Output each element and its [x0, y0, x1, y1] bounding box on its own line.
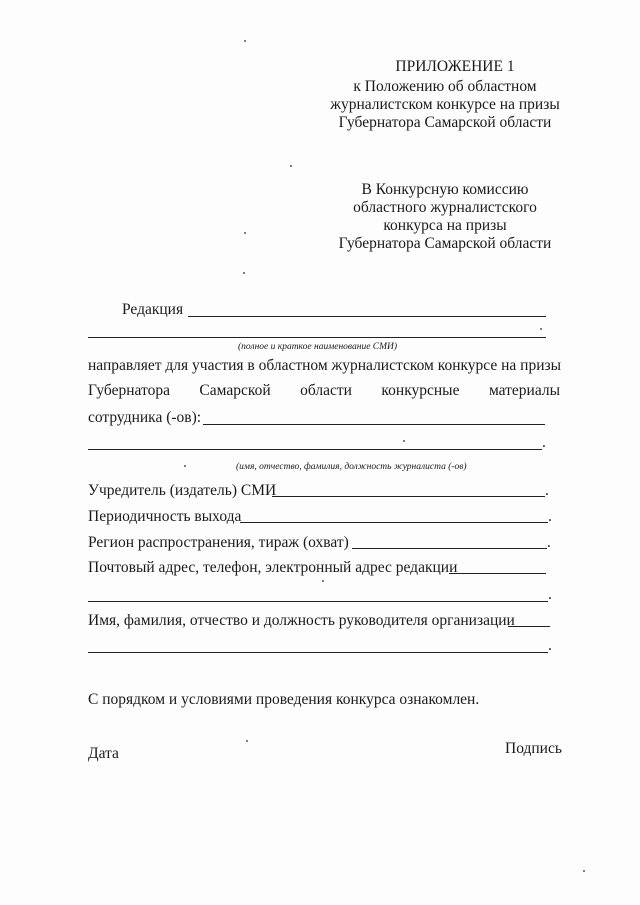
employee-line-2 — [88, 449, 542, 450]
employee-caption: (имя, отчество, фамилия, должность журналиста (-ов) — [236, 462, 467, 472]
appendix-line-2: журналистском конкурсе на призы — [330, 96, 560, 113]
justified-line — [88, 382, 560, 400]
word-competitive: конкурсные — [381, 382, 460, 399]
addressee-line-2: областного журналистского — [353, 199, 537, 216]
head-label: Имя, фамилия, отчество и должность руководителя организации — [88, 612, 515, 629]
editorial-name-line-2 — [88, 337, 546, 338]
date-label: Дата — [88, 745, 119, 762]
editorial-label: Редакция — [122, 301, 184, 318]
scan-speck — [403, 440, 405, 442]
region-period: . — [547, 534, 551, 551]
founder-line — [272, 496, 545, 497]
addressee-line-3: конкурса на призы — [383, 217, 507, 234]
founder-period: . — [545, 482, 549, 499]
sends-line: направляет для участия в областном журналистском конкурсе на призы — [88, 357, 562, 374]
editorial-caption: (полное и краткое наименование СМИ) — [238, 342, 398, 352]
appendix-title: ПРИЛОЖЕНИЕ 1 — [395, 58, 515, 75]
addressee-line-4: Губернатора Самарской области — [338, 235, 552, 252]
region-label: Регион распространения, тираж (охват) — [88, 534, 349, 551]
employee-label: сотрудника (-ов): — [88, 409, 202, 426]
employee-period: . — [542, 434, 546, 451]
region-line — [352, 548, 547, 549]
scan-speck — [184, 465, 186, 467]
scan-speck — [246, 740, 248, 742]
employee-line — [203, 424, 545, 425]
address-period: . — [548, 586, 552, 603]
scan-speck — [583, 870, 585, 872]
addressee-line-1: В Конкурсную комиссию — [361, 181, 529, 198]
head-line — [508, 626, 550, 627]
founder-label: Учредитель (издатель) СМИ — [88, 482, 277, 499]
word-materials: материалы — [488, 382, 560, 399]
scan-speck — [290, 165, 292, 167]
appendix-line-3: Губернатора Самарской области — [338, 114, 552, 131]
periodicity-label: Периодичность выхода — [88, 508, 242, 525]
head-period: . — [548, 637, 552, 654]
word-samara: Самарской — [199, 382, 271, 399]
address-line — [449, 573, 546, 574]
scan-speck — [322, 580, 324, 582]
scan-speck — [244, 40, 246, 42]
scan-speck — [540, 328, 542, 330]
address-line-2 — [88, 601, 548, 602]
acknowledgement: С порядком и условиями проведения конкурса ознакомлен. — [88, 691, 480, 708]
periodicity-period: . — [548, 508, 552, 525]
periodicity-line — [240, 522, 548, 523]
scan-speck — [244, 232, 246, 234]
appendix-line-1: к Положению об областном — [353, 78, 537, 95]
scan-speck — [243, 272, 245, 274]
word-governor: Губернатора — [88, 382, 170, 399]
address-label: Почтовый адрес, телефон, электронный адрес редакции — [88, 559, 458, 576]
signature-label: Подпись — [505, 740, 562, 757]
word-region: области — [300, 382, 352, 399]
editorial-name-line — [188, 316, 546, 317]
head-line-2 — [88, 652, 548, 653]
